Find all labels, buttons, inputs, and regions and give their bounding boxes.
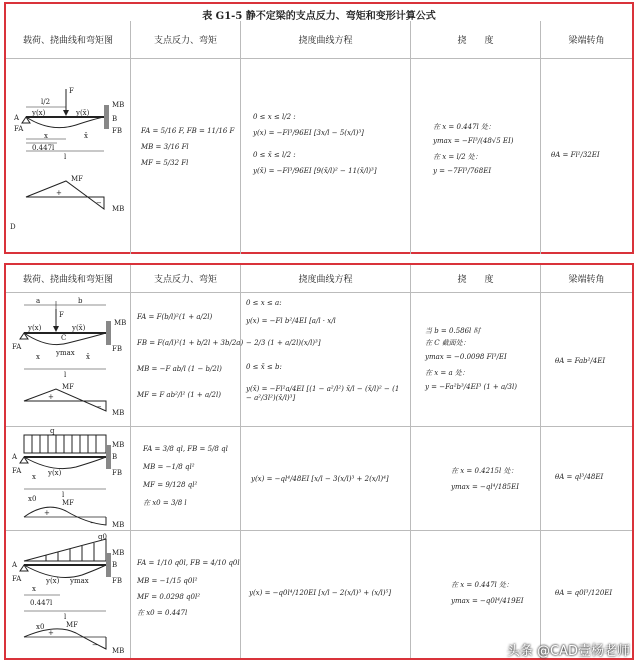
case4-deflection-eq-cell xyxy=(241,531,411,658)
fig3-label-mf: MF xyxy=(62,499,75,507)
fig4-label-447: 0.447l xyxy=(30,599,53,607)
case4-deflection-cell xyxy=(411,531,541,658)
case3-def-1: ymax = −ql⁴/185EI xyxy=(451,483,520,491)
case1-def-0: 在 x = 0.447l 处： xyxy=(433,123,495,131)
case4-reaction-0: FA = 1/10 q0l, FB = 4/10 q0l xyxy=(137,559,240,567)
fig1-label-fb: FB xyxy=(112,127,123,135)
case3-reactions-cell xyxy=(131,427,241,531)
fig1-label-x: x xyxy=(44,132,48,140)
fig4-label-minus: − xyxy=(92,641,98,649)
case1-eq-1: y(x) = −Fl³/96EI [3x/l − 5(x/l)³] xyxy=(253,129,364,137)
fig4-label-plus: + xyxy=(48,629,54,637)
fig3-label-yx: y(x) xyxy=(48,469,62,477)
case4-def-0: 在 x = 0.447l 处： xyxy=(451,581,513,589)
case1-def-1: ymax = −Fl³/(48√5 EI) xyxy=(433,137,514,145)
case2-deflection-cell xyxy=(411,293,541,427)
case1-reaction-2: MF = 5/32 Fl xyxy=(141,159,189,167)
fig1-label-mb: MB xyxy=(112,101,125,109)
fig3-label-q: q xyxy=(50,427,55,435)
header-reactions: 支点反力、弯矩 xyxy=(131,21,241,59)
case2-eq-1: y(x) = −Fl b²/4EI [a/l · x/l xyxy=(246,317,336,325)
fig1-label-a: A xyxy=(14,114,20,122)
header-rotation: 梁端转角 xyxy=(541,21,632,59)
fig2-label-a: a xyxy=(36,297,41,305)
fig2-label-mb: MB xyxy=(114,319,127,327)
case2-reaction-1: FB = F(a/l)²(1 + b/2l + 3b/2a) xyxy=(137,339,244,347)
case2-reaction-0: FA = F(b/l)²(1 + a/2l) xyxy=(137,313,213,321)
fig1-label-half: l/2 xyxy=(41,98,51,106)
case1-beam-diagram xyxy=(6,59,131,254)
fig3-label-l: l xyxy=(62,491,65,499)
fig2-label-yx: y(x) xyxy=(28,324,42,332)
header-load: 载荷、挠曲线和弯矩图 xyxy=(6,21,131,59)
case3-rotation: θA = ql³/48EI xyxy=(555,473,604,481)
case3-reaction-1: MB = −1/8 ql² xyxy=(143,463,195,471)
case2-eq-4: y(x̄) = −Fl²a/4EI [(1 − a²/l²) x̄/l − (x̄/l)² − (1 − a²/3l²)(x̄/l)³] xyxy=(246,385,400,402)
fig2-label-f: F xyxy=(59,311,64,319)
case1-reactions-cell xyxy=(131,59,241,254)
fig4-label-q0: q0 xyxy=(98,533,107,541)
fig1-label-mf: MF xyxy=(71,175,84,183)
case2-def-0: 当 b = 0.586l 时 xyxy=(425,327,481,335)
fig2-label-c: C xyxy=(61,334,67,342)
fig4-label-x0: x0 xyxy=(36,623,45,631)
table-g1-5-bottom xyxy=(4,263,634,660)
case1-eq-3: y(x̄) = −Fl³/96EI [9(x̄/l)² − 11(x̄/l)³] xyxy=(253,167,377,175)
table-g1-5-top xyxy=(4,2,634,254)
case1-deflection-eq-cell xyxy=(241,59,411,254)
case2-rotation-cell xyxy=(541,293,632,427)
fig4-label-b: B xyxy=(112,561,118,569)
case4-reaction-1: MB = −1/15 q0l² xyxy=(137,577,198,585)
case3-figure-cell xyxy=(6,427,131,531)
case1-reaction-1: MB = 3/16 Fl xyxy=(141,143,189,151)
fig1-label-d: D xyxy=(10,223,16,231)
fig1-label-f: F xyxy=(69,87,74,95)
case2-deflection-eq-cell xyxy=(241,293,411,427)
case2-def-1: 在 C 截面处： xyxy=(425,339,470,347)
fig2-label-fa: FA xyxy=(12,343,22,351)
case4-beam-diagram xyxy=(6,531,131,658)
fig2-label-x: x xyxy=(36,353,40,361)
fig2-label-minus: − xyxy=(96,403,102,411)
table-title: 表 G1-5 静不定梁的支点反力、弯矩和变形计算公式 xyxy=(202,11,436,22)
case2-reactions-cell xyxy=(131,293,244,427)
case2-def-4: y = −Fa²b³/4EI³ (1 + a/3l) xyxy=(425,383,517,391)
header-deflection: 挠 度 xyxy=(411,21,541,59)
header-deflection-eq: 挠度曲线方程 xyxy=(241,21,411,59)
case1-rotation-cell xyxy=(541,59,632,254)
header-reactions-2: 支点反力、弯矩 xyxy=(131,265,241,293)
header-rotation-2: 梁端转角 xyxy=(541,265,632,293)
case2-eq-2: − 2/3 (1 + a/2l)(x/l)³] xyxy=(246,339,321,347)
fig3-label-mb: MB xyxy=(112,441,125,449)
header-load-2: 载荷、挠曲线和弯矩图 xyxy=(6,265,131,293)
case1-figure-cell xyxy=(6,59,131,254)
case1-def-3: y = −7Fl³/768EI xyxy=(433,167,492,175)
fig2-label-ymax: ymax xyxy=(56,349,75,357)
fig1-label-plus: + xyxy=(56,189,62,197)
case1-reaction-0: FA = 5/16 F, FB = 11/16 F xyxy=(141,127,235,135)
fig2-label-xb: x̄ xyxy=(86,353,90,361)
fig2-label-plus: + xyxy=(48,393,54,401)
watermark: 头条 @CAD壹杨老师 xyxy=(506,644,630,659)
case4-eq-0: y(x) = −q0l⁴/120EI [x/l − 2(x/l)³ + (x/l)⁵] xyxy=(249,589,392,597)
fig2-label-fb: FB xyxy=(112,345,123,353)
case2-reaction-3: MF = F ab²/l² (1 + a/2l) xyxy=(137,391,221,399)
fig4-label-fa: FA xyxy=(12,575,22,583)
case3-eq-0: y(x) = −ql⁴/48EI [x/l − 3(x/l)³ + 2(x/l)⁴] xyxy=(251,475,389,483)
fig4-label-fb: FB xyxy=(112,577,123,585)
case4-reaction-3: 在 x0 = 0.447l xyxy=(137,609,188,617)
fig4-label-mf: MF xyxy=(66,621,79,629)
fig4-label-mb: MB xyxy=(112,549,125,557)
fig1-label-yxb: y(x̄) xyxy=(76,109,90,117)
fig1-label-447: 0.447l xyxy=(32,144,55,152)
fig2-label-yxb: y(x̄) xyxy=(72,324,86,332)
case3-reaction-2: MF = 9/128 ql² xyxy=(143,481,198,489)
case3-deflection-cell xyxy=(411,427,541,531)
fig3-label-x: x xyxy=(32,473,36,481)
case2-figure-cell xyxy=(6,293,131,427)
case2-def-2: ymax = −0.0098 Fl³/EI xyxy=(425,353,507,361)
case2-rotation: θA = Fab²/4EI xyxy=(555,357,606,365)
case2-reaction-2: MB = −F ab/l (1 − b/2l) xyxy=(137,365,222,373)
case1-rotation: θA = Fl²/32EI xyxy=(551,151,600,159)
case1-def-2: 在 x = l/2 处： xyxy=(433,153,482,161)
case2-eq-0: 0 ≤ x ≤ a: xyxy=(246,299,282,307)
fig4-label-x: x xyxy=(32,585,36,593)
case1-deflection-cell xyxy=(411,59,541,254)
fig2-label-l: l xyxy=(64,371,67,379)
fig3-label-a: A xyxy=(12,453,18,461)
case4-rotation: θA = q0l³/120EI xyxy=(555,589,613,597)
fig1-label-yx: y(x) xyxy=(32,109,46,117)
fig1-label-b: B xyxy=(112,115,118,123)
fig3-label-mb2: MB xyxy=(112,521,125,529)
fig4-label-mb2: MB xyxy=(112,647,125,655)
case1-eq-0: 0 ≤ x ≤ l/2 : xyxy=(253,113,296,121)
case4-reactions-cell xyxy=(131,531,241,658)
case4-reaction-2: MF = 0.0298 q0l² xyxy=(137,593,201,601)
case4-rotation-cell xyxy=(541,531,632,658)
header-deflection-eq-2: 挠度曲线方程 xyxy=(241,265,411,293)
fig4-label-l: l xyxy=(64,613,67,621)
case3-reaction-3: 在 x0 = 3/8 l xyxy=(143,499,187,507)
case3-beam-diagram xyxy=(6,427,131,531)
fig1-label-xb: x̄ xyxy=(84,132,88,140)
case2-def-3: 在 x = a 处： xyxy=(425,369,469,377)
fig4-label-a: A xyxy=(12,561,18,569)
fig1-label-mb2: MB xyxy=(112,205,125,213)
case3-reaction-0: FA = 3/8 ql, FB = 5/8 ql xyxy=(143,445,228,453)
fig1-label-minus: − xyxy=(96,199,102,207)
case3-deflection-eq-cell xyxy=(241,427,411,531)
case3-def-0: 在 x = 0.4215l 处： xyxy=(451,467,518,475)
case4-def-1: ymax = −q0l⁴/419EI xyxy=(451,597,524,605)
fig4-label-ymax: ymax xyxy=(70,577,89,585)
fig1-label-fa: FA xyxy=(14,125,24,133)
fig2-label-mb2: MB xyxy=(112,409,125,417)
fig3-label-plus: + xyxy=(44,509,50,517)
fig3-label-x0: x0 xyxy=(28,495,37,503)
fig3-label-fa: FA xyxy=(12,467,22,475)
case3-rotation-cell xyxy=(541,427,632,531)
fig4-label-yx: y(x) xyxy=(46,577,60,585)
fig2-label-b: b xyxy=(78,297,83,305)
case4-figure-cell xyxy=(6,531,131,658)
fig1-label-l: l xyxy=(64,153,67,161)
case1-eq-2: 0 ≤ x̄ ≤ l/2 : xyxy=(253,151,296,159)
case2-beam-diagram xyxy=(6,293,131,427)
fig3-label-minus: − xyxy=(90,519,96,527)
case2-eq-3: 0 ≤ x̄ ≤ b: xyxy=(246,363,282,371)
fig3-label-b: B xyxy=(112,453,118,461)
fig2-label-mf: MF xyxy=(62,383,75,391)
fig3-label-fb: FB xyxy=(112,469,123,477)
header-deflection-2: 挠 度 xyxy=(411,265,541,293)
